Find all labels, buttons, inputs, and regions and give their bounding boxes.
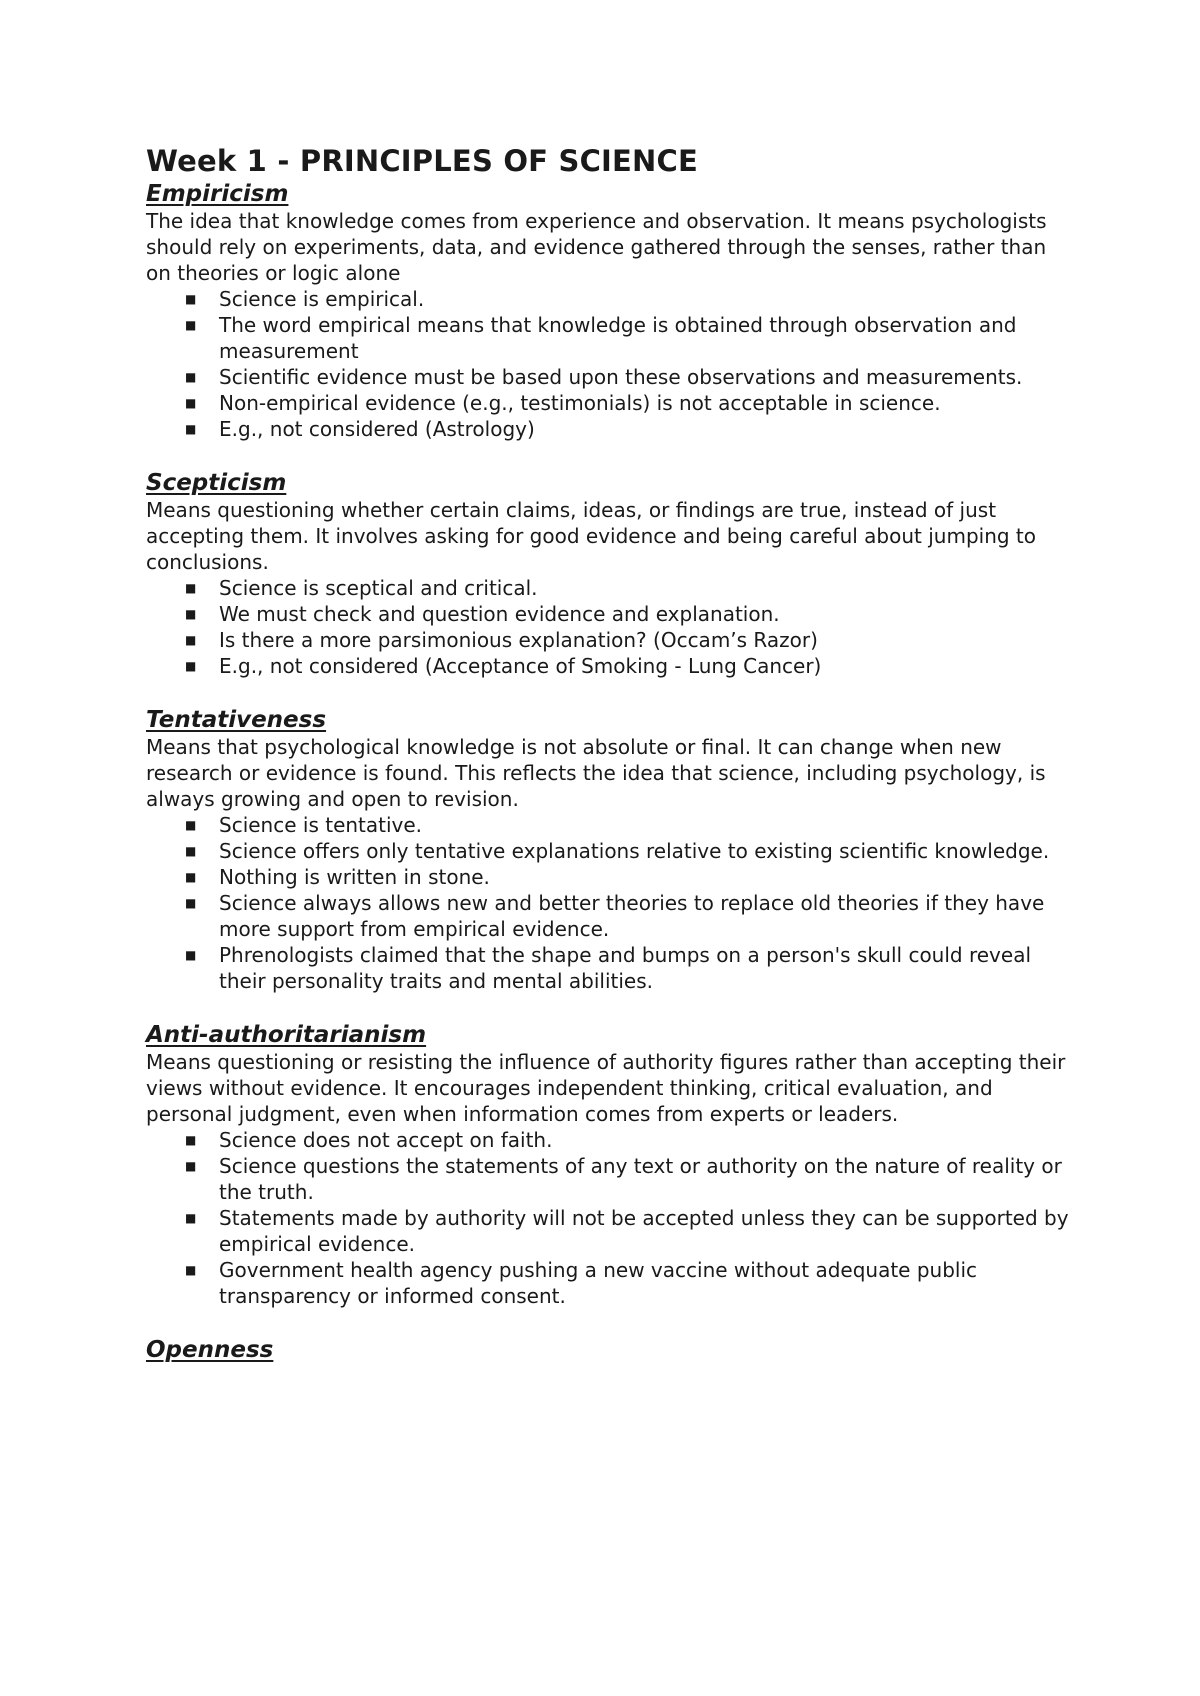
square-bullet-icon: ■ <box>185 422 197 436</box>
square-bullet-icon: ■ <box>185 396 197 410</box>
square-bullet-icon: ■ <box>185 1159 197 1173</box>
list-item-text: E.g., not considered (Astrology) <box>219 417 535 441</box>
section-intro: Means questioning or resisting the influence of authority figures rather than accepting their views without evidence. It encourages independent thinking, critical evaluation, and personal judgment, even when information comes from experts or leaders. <box>146 1050 1066 1126</box>
list-item-text: E.g., not considered (Acceptance of Smoking - Lung Cancer) <box>219 654 822 678</box>
section <box>146 1021 1076 1309</box>
section <box>146 469 1076 679</box>
square-bullet-icon: ■ <box>185 659 197 673</box>
square-bullet-icon: ■ <box>185 870 197 884</box>
list-item <box>185 627 1076 653</box>
section <box>146 706 1076 994</box>
list-item <box>185 1127 1076 1153</box>
list-item <box>185 601 1076 627</box>
square-bullet-icon: ■ <box>185 633 197 647</box>
list-item-text: Government health agency pushing a new vaccine without adequate public transparency or informed consent. <box>219 1258 978 1308</box>
list-item-text: Non-empirical evidence (e.g., testimonials) is not acceptable in science. <box>219 391 941 415</box>
square-bullet-icon: ■ <box>185 581 197 595</box>
list-item <box>185 390 1076 416</box>
square-bullet-icon: ■ <box>185 292 197 306</box>
list-item-text: We must check and question evidence and explanation. <box>219 602 780 626</box>
list-item <box>185 1153 1076 1205</box>
list-item-text: Science is tentative. <box>219 813 423 837</box>
section <box>146 1336 1076 1364</box>
list-item <box>185 838 1076 864</box>
square-bullet-icon: ■ <box>185 1133 197 1147</box>
list-item-text: Is there a more parsimonious explanation? (Occam’s Razor) <box>219 628 818 652</box>
list-item-text: Science does not accept on faith. <box>219 1128 553 1152</box>
list-item-text: Statements made by authority will not be accepted unless they can be supported by empirical evidence. <box>219 1206 1069 1256</box>
list-item-text: Science always allows new and better theories to replace old theories if they have more support from empirical evidence. <box>219 891 1045 941</box>
document-page <box>146 142 1076 1364</box>
section-intro: Means questioning whether certain claims, ideas, or findings are true, instead of just accepting them. It involves asking for good evidence and being careful about jumping to conclusions. <box>146 498 1036 574</box>
square-bullet-icon: ■ <box>185 948 197 962</box>
list-item-text: The word empirical means that knowledge is obtained through observation and measurement <box>219 313 1017 363</box>
section-intro: Means that psychological knowledge is not absolute or final. It can change when new research or evidence is found. This reflects the idea that science, including psychology, is always growing and open to revision. <box>146 735 1046 811</box>
section-heading: Empiricism <box>146 181 289 207</box>
square-bullet-icon: ■ <box>185 370 197 384</box>
square-bullet-icon: ■ <box>185 1211 197 1225</box>
list-item <box>185 416 1076 442</box>
section-heading: Scepticism <box>146 470 287 496</box>
section-intro: The idea that knowledge comes from experience and observation. It means psychologists should rely on experiments, data, and evidence gathered through the senses, rather than on theories or logic alone <box>146 209 1047 285</box>
list-item-text: Scientific evidence must be based upon these observations and measurements. <box>219 365 1023 389</box>
bullet-list <box>146 575 1076 679</box>
list-item <box>185 1257 1076 1309</box>
list-item <box>185 864 1076 890</box>
document-title: Week 1 - PRINCIPLES OF SCIENCE <box>146 144 699 178</box>
section <box>146 180 1076 442</box>
list-item-text: Nothing is written in stone. <box>219 865 490 889</box>
bullet-list <box>146 812 1076 994</box>
list-item <box>185 575 1076 601</box>
list-item <box>185 890 1076 942</box>
sections-container <box>146 180 1076 1364</box>
list-item <box>185 812 1076 838</box>
list-item-text: Science questions the statements of any text or authority on the nature of reality or the truth. <box>219 1154 1062 1204</box>
square-bullet-icon: ■ <box>185 318 197 332</box>
square-bullet-icon: ■ <box>185 844 197 858</box>
list-item-text: Phrenologists claimed that the shape and bumps on a person's skull could reveal their personality traits and mental abilities. <box>219 943 1032 993</box>
bullet-list <box>146 1127 1076 1309</box>
square-bullet-icon: ■ <box>185 818 197 832</box>
square-bullet-icon: ■ <box>185 1263 197 1277</box>
section-heading: Tentativeness <box>146 707 327 733</box>
list-item <box>185 653 1076 679</box>
list-item-text: Science is empirical. <box>219 287 425 311</box>
section-heading: Openness <box>146 1337 274 1363</box>
bullet-list <box>146 286 1076 442</box>
list-item <box>185 286 1076 312</box>
list-item <box>185 942 1076 994</box>
list-item-text: Science is sceptical and critical. <box>219 576 538 600</box>
square-bullet-icon: ■ <box>185 607 197 621</box>
section-heading: Anti-authoritarianism <box>146 1022 427 1048</box>
square-bullet-icon: ■ <box>185 896 197 910</box>
list-item <box>185 312 1076 364</box>
list-item <box>185 1205 1076 1257</box>
list-item-text: Science offers only tentative explanations relative to existing scientific knowledge. <box>219 839 1050 863</box>
list-item <box>185 364 1076 390</box>
